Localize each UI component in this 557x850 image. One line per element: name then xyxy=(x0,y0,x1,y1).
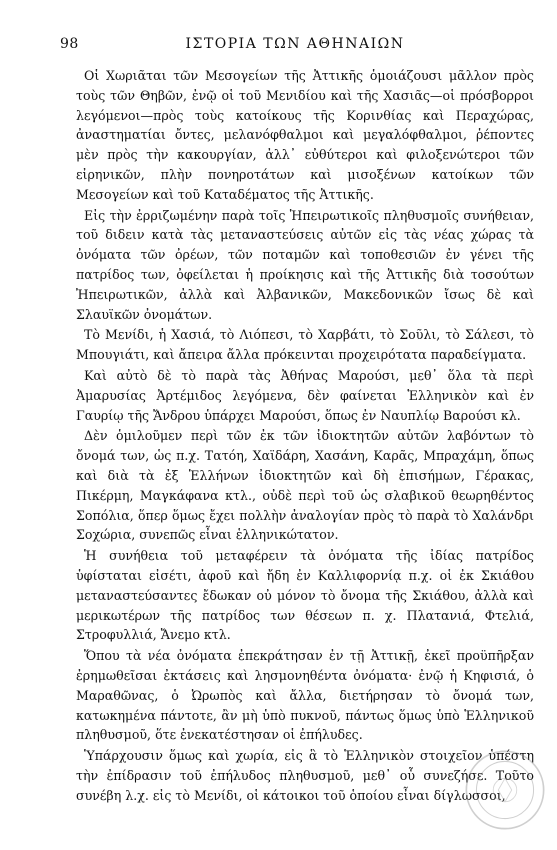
paragraph: Εἰς τὴν ἐρριζωμένην παρὰ τοῖς Ἠπειρωτικοῖς πληθυσμοῖς συνήθειαν, τοῦ διδειν κατὰ τὰς μεταναστεύσεις αὐτῶν εἰς τὰς νέας χώρας τὰ ὀνόματα τῶν ὀρέων, τῶν ποταμῶν καὶ τοποθεσιῶν ἐν γένει τῆς πατρίδος των, ὀφείλεται ἡ προίκησις καὶ τῆς Ἀττικῆς διὰ τοσούτων Ἠπειρωτικῶν, ἀλλὰ καὶ Ἀλβανικῶν, Μακεδονικῶν ἴσως δὲ καὶ Σλαυϊκῶν ὀνομάτων. xyxy=(76,207,534,322)
page-number: 98 xyxy=(60,36,79,52)
paragraph: Ὑπάρχουσιν ὅμως καὶ χωρία, εἰς ἃ τὸ Ἑλληνικὸν στοιχεῖον ὑπέστη τὴν ἐπίδρασιν τοῦ ἐπήλυδος πληθυσμοῦ, μεθ᾽ οὗ συνεζήσε. Τοῦτο συνέβη λ.χ. εἰς τὸ Μενίδι, οἱ κάτοικοι τοῦ ὁποίου εἶναι δίγλωσσοι, xyxy=(76,748,534,803)
library-stamp-icon xyxy=(463,748,547,832)
paragraph: Οἱ Χωριᾶται τῶν Μεσογείων τῆς Ἀττικῆς ὁμοιάζουσι μᾶλλον πρὸς τοὺς τῶν Θηβῶν, ἐνῷ οἱ τοῦ Μενιδίου καὶ τῆς Χασιᾶς—οἱ πρόσβορροι λεγόμενοι—πρὸς τοὺς κατοίκους τῆς Κορινθίας καὶ Περαχώρας, ἀναστηματίαι ὄντες, μελανόφθαλμοι καὶ μεγαλόφθαλμοι, ῥέποντες μὲν πρὸς τὴν κακουργίαν, ἀλλ᾽ εὐθύτεροι καὶ φιλοξενώτεροι τῶν εἰρηνικῶν, πλὴν πονηροτάτων καὶ μισοξένων κατοίκων τῶν Μεσογείων καὶ τοῦ Καταδέματος τῆς Ἀττικῆς. xyxy=(76,68,534,202)
body-text xyxy=(76,66,534,805)
paragraph: Καὶ αὐτὸ δὲ τὸ παρὰ τὰς Ἀθήνας Μαρούσι, μεθ᾽ ὅλα τὰ περὶ Ἀμαρυσίας Ἀρτέμιδος λεγόμενα, δὲν φαίνεται Ἑλληνικὸν καὶ ἐν Γαυρίῳ τῆς Ἄνδρου ὑπάρχει Μαρούσι, ὅπως ἐν Ναυπλίῳ Βαρούσι κλ. xyxy=(76,367,534,423)
paragraph: Ὅπου τὰ νέα ὀνόματα ἐπεκράτησαν ἐν τῇ Ἀττικῇ, ἐκεῖ προϋπῆρξαν ἐρημωθεῖσαι ἐκτάσεις καὶ λησμονηθέντα ὀνόματα· ἐνῷ ἡ Κηφισιά, ὁ Μαραθῶνας, ὁ Ὠρωπὸς καὶ ἄλλα, διετήρησαν τὸ ὄνομά των, κατωκημένα πάντοτε, ἂν μὴ ὑπὸ πυκνοῦ, πάντως ὅμως ὑπὸ Ἑλληνικοῦ πληθυσμοῦ, ὅτε ἐνεκατέστησαν οἱ ἐπήλυδες. xyxy=(76,648,534,743)
paragraph: Δὲν ὁμιλοῦμεν περὶ τῶν ἐκ τῶν ἰδιοκτητῶν αὐτῶν λαβόντων τὸ ὄνομά των, ὡς π.χ. Τατόη, Χαϊδάρη, Χασάνη, Καρᾶς, Μπραχάμη, ὅπως καὶ διὰ τὰ ἐξ Ἑλλήνων ἰδιοκτητῶν καὶ δὴ ἐπισήμων, Γέρακας, Πικέρμη, Μαγκάφανα κτλ., οὐδὲ περὶ τοῦ ὡς σλαβικοῦ θεωρηθέντος Σοπόλια, ὅπερ ὅμως ἔχει πολλὴν ἀναλογίαν πρὸς τὸ παρὰ τὸ Χαλάνδρι Σοχώρια, συνεπῶς εἶναι ἑλληνικώτατον. xyxy=(76,428,534,543)
paragraph: Ἡ συνήθεια τοῦ μεταφέρειν τὰ ὀνόματα τῆς ἰδίας πατρίδος ὑφίσταται εἰσέτι, ἀφοῦ καὶ ἤδη ἐν Καλλιφορνίᾳ π.χ. οἱ ἐκ Σκιάθου μεταναστεύσαντες ἔδωκαν οὐ μόνον τὸ ὄνομα τῆς Σκιάθου, ἀλλὰ καὶ μερικωτέρων τῆς πατρίδος των θέσεων π. χ. Πλατανιά, Φτελιά, Στροφυλλιά, Ἄνεμο κτλ. xyxy=(76,548,534,643)
page-header xyxy=(60,36,530,56)
paragraph: Τὸ Μενίδι, ἡ Χασιά, τὸ Λιόπεσι, τὸ Χαρβάτι, τὸ Σοῦλι, τὸ Σάλεσι, τὸ Μπουγιάτι, καὶ ἄπειρα ἄλλα πρόκεινται προχειρότατα παραδείγματα. xyxy=(76,327,534,363)
running-title: ΙΣΤΟΡΙΑ ΤΩΝ ΑΘΗΝΑΙΩΝ xyxy=(185,36,405,52)
